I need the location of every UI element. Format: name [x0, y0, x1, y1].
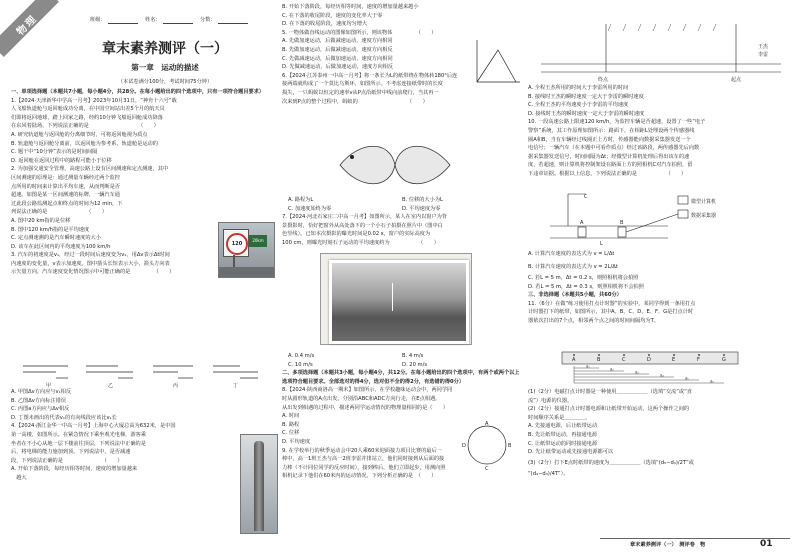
class-label: 班级： [90, 17, 106, 23]
q7-line: 色竖线）。已知本次摄影的曝光时间是0.02 s，窗户的实际高度为 [282, 231, 431, 238]
q3-label-yi: 乙 [108, 383, 114, 388]
q4-option: C. 在下落的收尾阶段，速度的变化率大于零 [282, 12, 383, 19]
q5-option: C. 先做减速运动，后做加速运动，速度方向相同 [282, 55, 393, 62]
ribbon-text: 物理 [15, 13, 40, 38]
q10-line: 度，若超速，则计算机将控制架设在路面上方的照相机C对汽车拍照，留 [528, 162, 693, 169]
q2-option: C. 定点测速测的是汽车瞬时速度的大小 [11, 235, 101, 242]
q9-option: A. 全程王杰所用的时间大于李雷所用的时间 [528, 85, 629, 91]
q6-line: 接两端就构成了一个莫比乌斯环，如图所示。不考虑连接纸带时的长度 [282, 81, 443, 88]
q11-option: D. 先让纸带运动或先接通电源都可以 [528, 449, 614, 456]
distance-l-label: L [600, 241, 603, 246]
corner-ribbon [0, 0, 59, 57]
q11-line: (2)（2分）接通打点计时器电源和让纸带开始运动，这两个操作之间的 [528, 406, 690, 413]
q2-option: D. 该车在此区间内的平均速度为100 km/h [11, 243, 111, 250]
q8-option: D. 平均速度 [282, 438, 311, 445]
page-number: 01 [760, 539, 773, 549]
q1-option: C. 题干中“10分钟”表示的是时间间隔 [11, 149, 98, 156]
point-c: C [485, 466, 489, 470]
q4-line: 坐者在不小心从地一层下楼前往顶层，下列说法中正确的是 [11, 440, 146, 447]
q6-option-a: A. 路程为L [288, 197, 314, 203]
q10-options [528, 248, 790, 326]
tower-photo [240, 434, 278, 534]
q5-option: B. 先做加速运动，后做减速运动，速度方向相反 [282, 46, 393, 53]
q8-line: 时从圆形轨道的A点出发，分别沿ABC和ADC方向行走，在E点相遇。 [282, 395, 441, 402]
q2-line: 2. 为加强交通安全管理，高速公路上设有区间测速和定点测速，其中 [11, 166, 169, 173]
dim-d2: d₂ [610, 367, 614, 372]
q3-vector-diagrams [18, 360, 268, 388]
q4-option: 越大 [11, 474, 27, 481]
tape-dot [723, 354, 725, 356]
q3-line: 示矢量方向，汽车速度变化情况图示中可能正确的是 （ ） [11, 269, 175, 276]
sensor-a-label: A [580, 220, 584, 226]
tape-point-a: A [572, 357, 576, 363]
dim-d3: d₃ [635, 370, 639, 375]
q1-option: A. 研究轨道舱与返回舱的分离细节时，可将返回舱视为质点 [11, 131, 148, 138]
page-title: 章末素养测评（一） [102, 41, 228, 57]
tape-point-g: G [722, 357, 726, 363]
q10-line: 10. 一段高速公路上限速120 km/h，为监控车辆是否超速，设置了一些“电子 [528, 119, 706, 126]
score-field[interactable] [218, 23, 248, 24]
point-p [350, 155, 354, 159]
q8-line: 从出发到相遇的过程中，描述两同学运动情况的物理量相同的是（ ） [282, 404, 449, 411]
q10-line: 据采集器发送信号，时间间隔为Δt；经微型计算机处理后得出该车的速 [528, 153, 690, 160]
q2-line: 区间测速的原理是：通过测量车辆经过两个监控 [11, 174, 120, 181]
q3-label-bing: 丙 [173, 383, 179, 388]
q1-line: 1.【2024·天津新华中学高一月考】2023年10月31日，“神舟十六号”载 [11, 97, 177, 104]
q4-option: D. 在下落的收尾阶段，速度均匀增大 [282, 21, 368, 28]
q7-option-c: C. 10 m/s [288, 361, 313, 368]
q7-line: 100 cm，则曝光时刻石子运动的平均速度约为 （ ） [282, 239, 439, 246]
q10-line: 电信号；一辆汽车（在本题中可看作质点）经过该路段，两传感器先后向数 [528, 145, 700, 152]
q1-option: B. 轨道舱与返回舱分离前，以返回舱为参考系，轨道舱是运动的 [11, 140, 158, 147]
q4-line: 4.【2024·浙江金华一中高一月考】上海中心大厦总高为632米，是中国 [11, 423, 176, 430]
point-d: D [462, 443, 466, 449]
q6-line: 次来到P点的整个过程中，蚂蚁的 （ ） [282, 98, 428, 105]
mobius-band [340, 146, 450, 184]
q5-option: A. 先做加速运动，后做减速运动，速度方向相同 [282, 38, 393, 45]
tape-point-e: E [672, 357, 676, 363]
q10-option: D. 若L = 5 m，Δt = 0.3 s，则照相机将不会拍照 [528, 283, 644, 290]
tape-dot [598, 354, 600, 356]
mobius-strip [330, 140, 460, 190]
q2-line: 超速。如图是某一区间测速的标牌，一辆汽车通 [11, 192, 120, 199]
q3-line: 3. 汽车的初速度是v₁，经过一段时间后速度变为v₂，用Δv表示Δt时间 [11, 252, 170, 259]
tape-dot [623, 354, 625, 356]
score-label: 分数： [200, 17, 216, 23]
tape-dot [698, 354, 700, 356]
name-label: 姓名： [145, 17, 161, 23]
q8-circle-track [460, 420, 515, 470]
q3-option: B. 乙图Δv方向标注错误 [11, 397, 66, 404]
point-b: B [508, 443, 512, 449]
q4-option: A. 开始下落阶段，每经历相等时间，速度的增加量越来 [11, 466, 138, 473]
wangjie-label: 王杰 [758, 44, 769, 50]
q7-line: 景摄影时，恰好把窗外从高处落下的一个小石子拍摄在照片中（图中白 [282, 222, 443, 229]
q6-line: 损失，一只蚂蚁以恒定的速率v从P点沿纸带中线向前爬行，当其再一 [282, 89, 439, 96]
dim-d4: d₄ [660, 373, 664, 378]
dim-d6: d₆ [710, 379, 714, 384]
q10-option: A. 计算汽车速度的表达式为 v = L/Δt [528, 251, 615, 257]
q4-line: 段，下列说法正确的是 （ ） [11, 457, 123, 464]
q2-option: B. 图中120 km/h指的是平均速度 [11, 226, 90, 233]
q11-line: 时间顺序关系是＿＿＿＿。 [528, 414, 591, 421]
q10-sensor-diagram [548, 186, 738, 246]
q1-line: 们即将返回地球，踏上回家之路，经约10分钟飞船返回舱成功降落 [11, 114, 163, 121]
finish-label: 终点 [598, 77, 609, 83]
q1-line: 在东风着陆场。下列说法正确的是 （ ） [11, 123, 159, 130]
q11-line: 计时器打下的纸带，如图所示，其中A、B、C、D、E、F、G是打点计时 [528, 309, 694, 316]
q5-graph [472, 38, 522, 86]
dim-d1: d₁ [586, 364, 590, 369]
q3-label-ding: 丁 [233, 383, 239, 388]
q9-track-diagram [536, 14, 786, 84]
q8-option: A. 时间 [282, 413, 300, 420]
start-label: 起点 [731, 77, 742, 83]
q11-line: “(d₄−d₃)/4T”）。 [528, 470, 569, 477]
q11-line: 器依次打出的7个点，相邻两个点之间的时间间隔均为T。 [528, 317, 659, 324]
tape-dot [673, 354, 675, 356]
q3-option: D. 丁图未画出的代表v₁的有向线段应该比v₁长 [11, 414, 117, 421]
q10-option: B. 计算汽车速度的表达式为 v = 2L/Δt [528, 264, 618, 270]
q11-option: B. 先让纸带运动，再接通电源 [528, 431, 598, 438]
q9-option: B. 接线时王杰的瞬时速度一定大于李雷的瞬时速度 [528, 93, 644, 100]
window-photo [320, 253, 472, 345]
graph-line [477, 50, 516, 82]
speed-limit-sign: 120 [226, 233, 248, 255]
computer-label: 微型计算机 [691, 199, 717, 205]
section1-heading: 一、单项选择题（本题共7小题，每小题4分，共28分。在每小题给出的四个选项中，只有一项符合题目要求） [11, 89, 265, 95]
class-field[interactable] [108, 23, 138, 24]
header-bar [40, 16, 275, 25]
q1-option: D. 返回舱在返回过程中的路程可能小于位移 [11, 157, 112, 164]
q2-line: 列说法正确的是 （ ） [11, 209, 107, 216]
q6-line: 6.【2024·江苏泰州一中高一月考】将一条长为L的纸带绕在物体转180°后连 [282, 72, 458, 79]
q10-line: 圈A和B，当有车辆经过线圈正上方时，传感器能向数据采集器发送一个 [528, 136, 691, 143]
distance-sign: 20km [249, 235, 267, 247]
q7-line: 7.【2024·河北石家庄二中高一月考】如图所示，某人在室内以窗户为背 [282, 214, 448, 221]
column-3 [528, 84, 790, 179]
q2-line: 点所用的时间来计算出平均车速，从而判断是否 [11, 183, 120, 190]
q8-option: B. 路程 [282, 421, 300, 428]
q4-line: 后，将电梯的能力施加到顶。下列说法中，是否减速 [11, 449, 131, 456]
q6-option-b: B. 位移的大小为L [402, 197, 443, 203]
tape-point-c: C [622, 357, 626, 363]
lilei-label: 李雷 [758, 52, 769, 58]
q10-line: 警察”系统，其工作原理如图所示：路面下，在相距L处埋设两个传感器线 [528, 127, 695, 134]
q3-option: A. 甲图Δv方向应与v₁相反 [11, 389, 72, 395]
q6-option-c: C. 加速度始终为零 [288, 205, 332, 212]
q11-line: (1)（2分）电磁打点计时器是一种使用＿＿＿＿＿＿（选填“交流”或“直 [528, 389, 692, 395]
tape-point-f: F [697, 357, 700, 363]
collector-label: 数据采集器 [691, 213, 717, 219]
q11-line: (3)（2分）打下E点时纸带的速度为＿＿＿＿＿＿（选填“(d₅−d₃)/2T”或 [528, 459, 694, 466]
q5-option: D. 先做减速运动，后做加速运动，速度方向相反 [282, 64, 394, 71]
sensor-b-label: B [620, 220, 624, 226]
camera-label: C [584, 194, 588, 200]
point-a: A [485, 421, 489, 427]
q9-line: 相机记录下他们在60米内的运动情况，下列分析正确的是 （ ） [282, 473, 437, 480]
q7-option-a: A. 0.4 m/s [288, 353, 315, 359]
q4-option: B. 开始下落阶段，每经历相等时间，速度的增加量越来越小 [282, 4, 419, 10]
q3-option: C. 丙图a方向应与Δv相反 [11, 406, 70, 413]
q6-option-d: D. 平均速度为零 [402, 205, 441, 212]
q9-line: 9. 在学校举行的秋季运动会中20人乘60米迎面接力项目比赛的最后一 [282, 447, 442, 454]
q3-options [11, 388, 277, 483]
q3-label-jia: 甲 [46, 383, 52, 388]
q5-line: 5. 一物体做直线运动的图像如图所示，则该物体 （ ） [282, 29, 437, 36]
q11-subquestions [528, 388, 790, 478]
tape-dot [573, 354, 575, 356]
chapter-title: 第一章 运动的描述 [131, 63, 199, 72]
q11-line: 流”）电源的仪器。 [528, 397, 573, 404]
q9-option: C. 全程王杰的平均速度小于李雷的平均速度 [528, 102, 629, 109]
q11-paper-tape [560, 350, 740, 384]
q11-option: A. 先接通电源，后让纸带运动 [528, 423, 598, 430]
q10-option: C. 若L = 5 m，Δt = 0.2 s，则照相机将会拍照 [528, 275, 639, 281]
q6-options [282, 196, 522, 248]
q9-option: D. 接线时王杰的瞬时速度一定大于李雷的瞬时速度 [528, 110, 645, 117]
stone-streak [392, 283, 393, 311]
q4-line: 第一高楼，如图所示。在紧急情况下乘坐观光电梯，游客乘 [11, 431, 146, 438]
section3-heading: 三、非选择题（本题共5小题，共60分） [528, 292, 622, 299]
q8-option: C. 位移 [282, 430, 300, 437]
footer [600, 538, 790, 551]
q3-line: 内速度的变化量，v表示加速度。图中箭头长短表示大小，箭头方向表 [11, 260, 170, 267]
q9-line: 棒中，高一1班王杰与高一2班李雷并排站立，他们同时接到从后面的接 [282, 456, 445, 463]
tape-dot [648, 354, 650, 356]
footer-text: 章末素养测评（一） 测评卷 物 [630, 542, 706, 548]
tape-point-b: B [597, 357, 601, 363]
speed-camera-photo [218, 222, 275, 278]
q9-line: 力棒（不计同位同学的反应时间），接到棒后，他们立即起步，用测向照 [282, 464, 446, 471]
dim-d5: d₅ [685, 376, 689, 381]
q11-line: 11.（6分）在做“练习使用打点计时器”的实验中，某同学得到一条用打点 [528, 300, 696, 307]
q7-option-d: D. 20 m/s [402, 361, 428, 368]
q1-line: 人飞船轨道舱与返回舱成功分离，在中国空间站出差5个月的航天员 [11, 106, 165, 113]
exam-info: （本试卷满分100分，考试时间75分钟） [117, 79, 213, 85]
q7-option-b: B. 4 m/s [402, 353, 424, 359]
q11-option: C. 让纸带运动的同时接通电源 [528, 440, 598, 447]
q2-line: 过此段公路监测起点和终点的时间为12 min，下 [11, 200, 123, 207]
q8-line: 8.【2024·陕西商洛高一期末】如图所示，在学校趣味运动会中，两同学同 [282, 387, 453, 394]
section2-heading: 二、多项选择题（本题共3小题，每小题4分，共12分。在每小题给出的四个选项中，有两个或两个以上选项符合题目要求。全部选对的得4分，选对但不全的得2分，有选错的得0分） [282, 370, 520, 385]
tape-point-d: D [647, 357, 651, 363]
q2-option: A. 图中20 km指的是位移 [11, 217, 71, 224]
name-field[interactable] [163, 23, 193, 24]
q10-line: 下违章证据。根据以上信息，下列说法正确的是 （ ） [528, 170, 687, 177]
